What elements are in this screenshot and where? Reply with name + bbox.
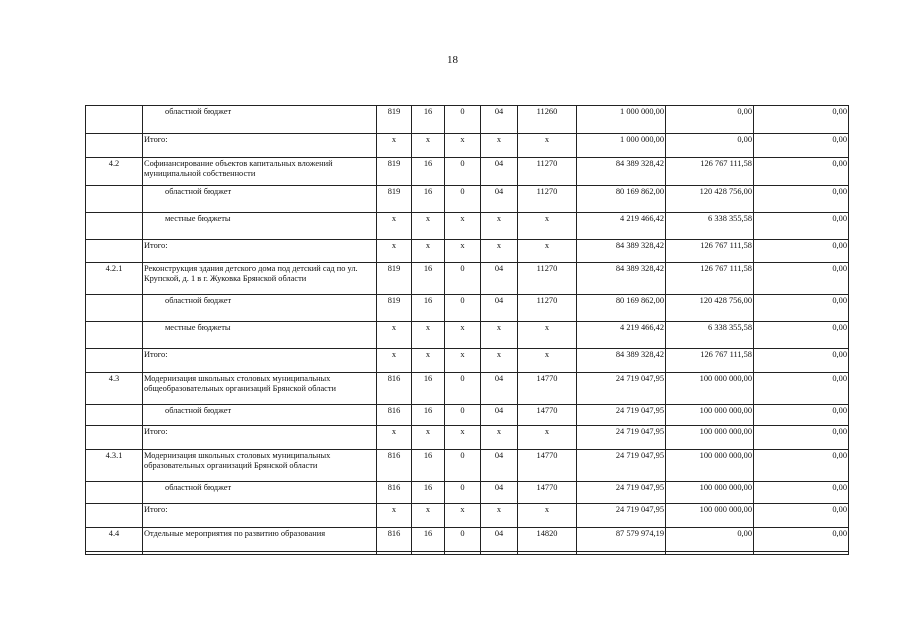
code-cell: x xyxy=(377,322,412,349)
amount-cell: 4 219 466,42 xyxy=(577,322,666,349)
row-number-cell: 4.2.1 xyxy=(86,263,143,295)
code-cell: 16 xyxy=(412,186,445,213)
amount-cell: 120 428 756,00 xyxy=(666,186,754,213)
code-cell: 0 xyxy=(445,373,481,405)
code-cell: x xyxy=(377,134,412,158)
table-row xyxy=(86,426,849,450)
row-name-cell: Реконструкция здания детского дома под детский сад по ул. Крупской, д. 1 в г. Жуковка Брянской области xyxy=(143,263,377,295)
code-cell: 11260 xyxy=(518,106,577,134)
code-cell: 04 xyxy=(481,373,518,405)
code-cell: 816 xyxy=(377,450,412,482)
code-cell: x xyxy=(377,349,412,373)
amount-cell: 1 000 000,00 xyxy=(577,134,666,158)
code-cell: x xyxy=(412,213,445,240)
amount-cell: 87 579 974,19 xyxy=(577,528,666,552)
row-number-cell: 4.2 xyxy=(86,158,143,186)
row-name-cell: областной бюджет xyxy=(143,482,377,504)
code-cell: x xyxy=(412,426,445,450)
table-row xyxy=(86,322,849,349)
row-name-cell: местные бюджеты xyxy=(143,322,377,349)
row-name-cell: Модернизация школьных столовых муниципальных образовательных организаций Брянской области xyxy=(143,450,377,482)
code-cell: 0 xyxy=(445,482,481,504)
code-cell: x xyxy=(445,426,481,450)
row-number-cell xyxy=(86,322,143,349)
code-cell: 04 xyxy=(481,405,518,426)
amount-cell: 24 719 047,95 xyxy=(577,405,666,426)
row-number-cell xyxy=(86,482,143,504)
code-cell: 04 xyxy=(481,186,518,213)
row-number-cell xyxy=(86,240,143,263)
code-cell: 14770 xyxy=(518,373,577,405)
code-cell: x xyxy=(412,349,445,373)
row-name-cell: областной бюджет xyxy=(143,186,377,213)
amount-cell: 4 219 466,42 xyxy=(577,213,666,240)
amount-cell: 0,00 xyxy=(754,106,849,134)
amount-cell: 100 000 000,00 xyxy=(666,450,754,482)
code-cell: x xyxy=(412,504,445,528)
code-cell: 819 xyxy=(377,295,412,322)
amount-cell: 0,00 xyxy=(754,134,849,158)
table-row xyxy=(86,450,849,482)
code-cell: x xyxy=(445,322,481,349)
table-row xyxy=(86,504,849,528)
code-cell: 0 xyxy=(445,106,481,134)
row-name-cell: Итого: xyxy=(143,240,377,263)
amount-cell: 0,00 xyxy=(754,213,849,240)
code-cell: x xyxy=(518,426,577,450)
code-cell: 14770 xyxy=(518,482,577,504)
amount-cell: 100 000 000,00 xyxy=(666,373,754,405)
code-cell: 04 xyxy=(481,263,518,295)
row-number-cell xyxy=(86,295,143,322)
amount-cell: 80 169 862,00 xyxy=(577,186,666,213)
table-row xyxy=(86,134,849,158)
amount-cell: 84 389 328,42 xyxy=(577,240,666,263)
amount-cell: 0,00 xyxy=(754,426,849,450)
code-cell: 0 xyxy=(445,528,481,552)
code-cell: 816 xyxy=(377,528,412,552)
amount-cell: 84 389 328,42 xyxy=(577,263,666,295)
code-cell: 819 xyxy=(377,106,412,134)
code-cell: 11270 xyxy=(518,295,577,322)
amount-cell: 24 719 047,95 xyxy=(577,450,666,482)
code-cell: 16 xyxy=(412,106,445,134)
code-cell: x xyxy=(377,504,412,528)
code-cell: 04 xyxy=(481,450,518,482)
code-cell: 04 xyxy=(481,528,518,552)
code-cell: x xyxy=(445,213,481,240)
table-row xyxy=(86,405,849,426)
code-cell: x xyxy=(518,322,577,349)
code-cell: 0 xyxy=(445,186,481,213)
table-row xyxy=(86,482,849,504)
code-cell: x xyxy=(377,426,412,450)
amount-cell: 100 000 000,00 xyxy=(666,504,754,528)
code-cell: 04 xyxy=(481,482,518,504)
amount-cell: 0,00 xyxy=(754,450,849,482)
code-cell: x xyxy=(518,134,577,158)
row-number-cell xyxy=(86,186,143,213)
amount-cell: 6 338 355,58 xyxy=(666,213,754,240)
code-cell: 16 xyxy=(412,528,445,552)
amount-cell: 84 389 328,42 xyxy=(577,349,666,373)
amount-cell: 100 000 000,00 xyxy=(666,405,754,426)
amount-cell: 24 719 047,95 xyxy=(577,504,666,528)
amount-cell: 126 767 111,58 xyxy=(666,349,754,373)
amount-cell: 0,00 xyxy=(754,322,849,349)
budget-table xyxy=(85,105,849,555)
table-row xyxy=(86,213,849,240)
row-number-cell xyxy=(86,213,143,240)
code-cell: 16 xyxy=(412,295,445,322)
table-row xyxy=(86,528,849,552)
code-cell: x xyxy=(412,322,445,349)
row-number-cell: 4.4 xyxy=(86,528,143,552)
row-number-cell: 4.3.1 xyxy=(86,450,143,482)
amount-cell: 0,00 xyxy=(754,158,849,186)
code-cell: x xyxy=(481,349,518,373)
amount-cell: 24 719 047,95 xyxy=(577,426,666,450)
table-row xyxy=(86,349,849,373)
code-cell: 16 xyxy=(412,482,445,504)
code-cell: x xyxy=(518,349,577,373)
amount-cell: 24 719 047,95 xyxy=(577,373,666,405)
amount-cell: 100 000 000,00 xyxy=(666,426,754,450)
table-row xyxy=(86,158,849,186)
row-name-cell: Итого: xyxy=(143,504,377,528)
table-row xyxy=(86,373,849,405)
table-row xyxy=(86,106,849,134)
row-name-cell: Отдельные мероприятия по развитию образования xyxy=(143,528,377,552)
code-cell: 0 xyxy=(445,295,481,322)
code-cell: x xyxy=(481,426,518,450)
row-number-cell xyxy=(86,405,143,426)
table-row xyxy=(86,186,849,213)
row-number-cell xyxy=(86,426,143,450)
code-cell: x xyxy=(481,504,518,528)
code-cell: 0 xyxy=(445,263,481,295)
code-cell: x xyxy=(445,240,481,263)
code-cell: 11270 xyxy=(518,186,577,213)
row-number-cell xyxy=(86,106,143,134)
amount-cell: 0,00 xyxy=(754,349,849,373)
code-cell: 0 xyxy=(445,450,481,482)
code-cell: 14770 xyxy=(518,405,577,426)
code-cell: x xyxy=(445,134,481,158)
code-cell: 16 xyxy=(412,405,445,426)
amount-cell: 0,00 xyxy=(666,528,754,552)
amount-cell: 120 428 756,00 xyxy=(666,295,754,322)
amount-cell: 84 389 328,42 xyxy=(577,158,666,186)
amount-cell: 0,00 xyxy=(754,528,849,552)
row-number-cell: 4.3 xyxy=(86,373,143,405)
code-cell: 04 xyxy=(481,158,518,186)
row-name-cell: Модернизация школьных столовых муниципальных общеобразовательных организаций Брянской области xyxy=(143,373,377,405)
row-name-cell: Итого: xyxy=(143,426,377,450)
row-name-cell: Итого: xyxy=(143,134,377,158)
amount-cell: 0,00 xyxy=(754,295,849,322)
amount-cell: 0,00 xyxy=(666,134,754,158)
code-cell: 14770 xyxy=(518,450,577,482)
code-cell: 14820 xyxy=(518,528,577,552)
row-name-cell: областной бюджет xyxy=(143,106,377,134)
amount-cell: 126 767 111,58 xyxy=(666,240,754,263)
code-cell: x xyxy=(518,213,577,240)
code-cell: x xyxy=(481,213,518,240)
code-cell: 16 xyxy=(412,450,445,482)
amount-cell: 24 719 047,95 xyxy=(577,482,666,504)
amount-cell: 0,00 xyxy=(754,186,849,213)
amount-cell: 0,00 xyxy=(754,373,849,405)
code-cell: x xyxy=(445,349,481,373)
row-name-cell: Софинансирование объектов капитальных вложений муниципальной собственности xyxy=(143,158,377,186)
code-cell: x xyxy=(445,504,481,528)
amount-cell: 0,00 xyxy=(754,405,849,426)
table-row xyxy=(86,295,849,322)
code-cell: 11270 xyxy=(518,158,577,186)
amount-cell: 1 000 000,00 xyxy=(577,106,666,134)
code-cell: 819 xyxy=(377,186,412,213)
amount-cell: 0,00 xyxy=(754,482,849,504)
code-cell: x xyxy=(377,240,412,263)
amount-cell: 0,00 xyxy=(754,504,849,528)
code-cell: x xyxy=(412,134,445,158)
row-name-cell: Итого: xyxy=(143,349,377,373)
row-name-cell: областной бюджет xyxy=(143,295,377,322)
code-cell: 819 xyxy=(377,158,412,186)
code-cell: 16 xyxy=(412,373,445,405)
code-cell: x xyxy=(481,322,518,349)
code-cell: x xyxy=(518,240,577,263)
code-cell: 816 xyxy=(377,482,412,504)
row-number-cell xyxy=(86,134,143,158)
amount-cell: 0,00 xyxy=(754,263,849,295)
row-name-cell: местные бюджеты xyxy=(143,213,377,240)
code-cell: x xyxy=(518,504,577,528)
row-name-cell: областной бюджет xyxy=(143,405,377,426)
code-cell: 819 xyxy=(377,263,412,295)
code-cell: 16 xyxy=(412,158,445,186)
row-number-cell xyxy=(86,349,143,373)
row-number-cell xyxy=(86,504,143,528)
code-cell: x xyxy=(377,213,412,240)
amount-cell: 126 767 111,58 xyxy=(666,263,754,295)
code-cell: 04 xyxy=(481,295,518,322)
amount-cell: 80 169 862,00 xyxy=(577,295,666,322)
amount-cell: 0,00 xyxy=(754,240,849,263)
amount-cell: 126 767 111,58 xyxy=(666,158,754,186)
code-cell: 11270 xyxy=(518,263,577,295)
code-cell: x xyxy=(481,240,518,263)
amount-cell: 0,00 xyxy=(666,106,754,134)
table-row xyxy=(86,263,849,295)
code-cell: x xyxy=(481,134,518,158)
page-number: 18 xyxy=(447,54,458,66)
table-bottom-border xyxy=(86,552,849,555)
code-cell: 04 xyxy=(481,106,518,134)
code-cell: x xyxy=(412,240,445,263)
amount-cell: 100 000 000,00 xyxy=(666,482,754,504)
amount-cell: 6 338 355,58 xyxy=(666,322,754,349)
code-cell: 816 xyxy=(377,405,412,426)
code-cell: 0 xyxy=(445,158,481,186)
table-row xyxy=(86,240,849,263)
code-cell: 16 xyxy=(412,263,445,295)
code-cell: 816 xyxy=(377,373,412,405)
code-cell: 0 xyxy=(445,405,481,426)
